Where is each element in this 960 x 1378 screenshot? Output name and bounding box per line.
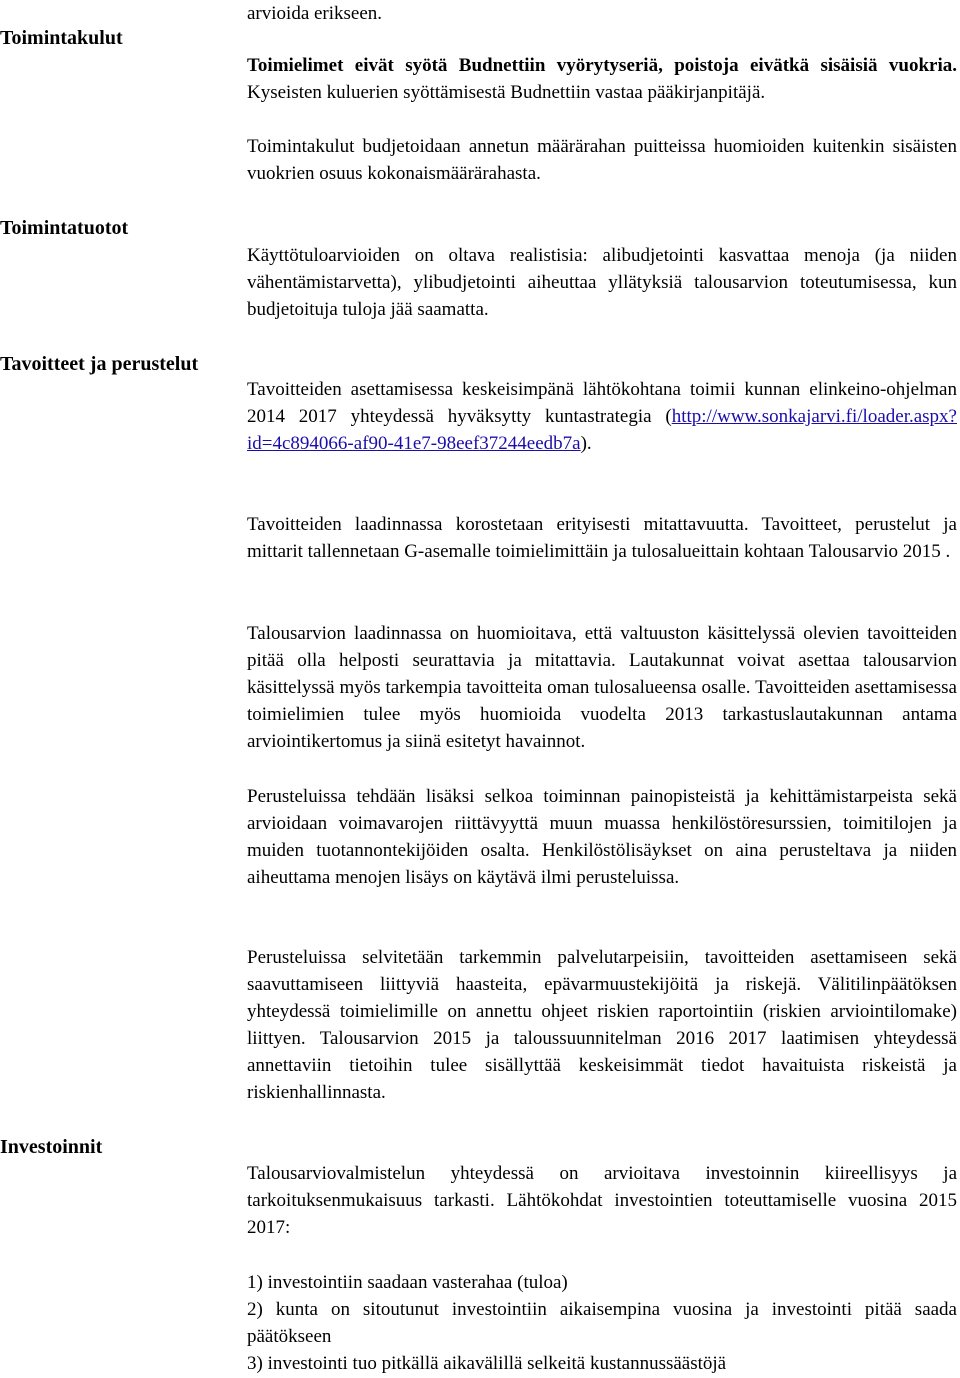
- paragraph-kayttotuloarviot: Käyttötuloarvioiden on oltava realistisia: alibudjetointi kasvattaa menoja (ja niiden vähentämistarvetta), ylibudjetointi aiheuttaa yllätyksiä talousarvion toteutumisessa, kun budjetoituja tuloja jää saamatta.: [247, 245, 957, 320]
- paragraph-toimintakulut-budjetointi: Toimintakulut budjetoidaan annetun määrärahan puitteissa huomioiden kuitenkin sisäisten vuokrien osuus kokonaismäärärahasta.: [247, 136, 957, 184]
- kuntastrategia-link[interactable]: http://www.sonkajarvi.fi/loader.aspx?id=4c894066-af90-41e7-98eef37244eedb7a: [247, 406, 957, 454]
- list-item-3: 3) investointi tuo pitkällä aikavälillä selkeitä kustannussäästöjä: [247, 1353, 727, 1374]
- paragraph-toimielimet-bold: Toimielimet eivät syötä Budnettiin vyörytyseriä, poistoja eivätkä sisäisiä vuokria.: [247, 55, 957, 76]
- list-item-1: 1) investointiin saadaan vasterahaa (tuloa): [247, 1272, 568, 1293]
- paragraph-toimielimet-rest: Kyseisten kuluerien syöttämisestä Budnettiin vastaa pääkirjanpitäjä.: [247, 82, 766, 103]
- heading-tavoitteet-ja-perustelut: Tavoitteet ja perustelut: [0, 353, 199, 375]
- heading-toimintatuotot: Toimintatuotot: [0, 217, 129, 239]
- paragraph-arvioida: arvioida erikseen.: [247, 3, 383, 24]
- paragraph-mitattavuus: Tavoitteiden laadinnassa korostetaan erityisesti mitattavuutta. Tavoitteet, perustelut ja mittarit tallennetaan G-asemalle toimielimittäin ja tulosalueittain kohtaan Talousarvio 2015 .: [247, 514, 957, 562]
- paragraph-perustelut-riskit: Perusteluissa selvitetään tarkemmin palvelutarpeisiin, tavoitteiden asettamiseen sekä saavuttamiseen liittyviä haasteita, epävarmuustekijöitä ja riskejä. Välitilinpäätöksen yhteydessä toimielimille on annettu ohjeet riskien raportointiin (riskien arviointilomake) liittyen. Talousarvion 2015 ja taloussuunnitelman 2016 2017 laatimisen yhteydessä annettaviin tietoihin tulee sisällyttää keskeisimmät tiedot havaituista riskeistä ja riskienhallinnasta.: [247, 947, 957, 1103]
- paragraph-tavoitteiden-asettaminen-text: Tavoitteiden asettamisessa keskeisimpänä lähtökohtana toimii kunnan elinkeino-ohjelman 2014 2017 yhteydessä hyväksytty kuntastrategia (: [247, 379, 957, 427]
- paragraph-investoinnit: Talousarviovalmistelun yhteydessä on arvioitava investoinnin kiireellisyys ja tarkoituksenmukaisuus tarkasti. Lähtökohdat investointien toteuttamiselle vuosina 2015 2017:: [247, 1163, 957, 1238]
- heading-investoinnit: Investoinnit: [0, 1136, 103, 1158]
- paragraph-perustelut-painopisteet: Perusteluissa tehdään lisäksi selkoa toiminnan painopisteistä ja kehittämistarpeista sekä arvioidaan voimavarojen riittävyyttä muun muassa henkilöstöresurssien, toimitilojen ja muiden tuotannontekijöiden osalta. Henkilöstölisäykset on aina perusteltava ja niiden aiheuttama menojen lisäys on käytävä ilmi perusteluissa.: [247, 786, 957, 888]
- paragraph-tavoitteiden-asettaminen-end: ).: [580, 433, 592, 454]
- paragraph-toimielimet: [247, 52, 957, 106]
- heading-toimintakulut: Toimintakulut: [0, 27, 123, 49]
- list-item-2: 2) kunta on sitoutunut investointiin aikaisempina vuosina ja investointi pitää saada päätökseen: [247, 1299, 957, 1347]
- paragraph-tavoitteiden-asettaminen: [247, 376, 957, 457]
- paragraph-talousarvion-laadinta: Talousarvion laadinnassa on huomioitava, että valtuuston käsittelyssä olevien tavoitteiden pitää olla helposti seurattavia ja mitattavia. Lautakunnat voivat asettaa talousarvion käsittelyssä myös tarkempia tavoitteita oman tulosalueensa osalle. Tavoitteiden asettamisessa toimielimien tulee myös huomioida vuodelta 2013 tarkastuslautakunnan antama arviointikertomus ja siinä esitetyt havainnot.: [247, 623, 957, 752]
